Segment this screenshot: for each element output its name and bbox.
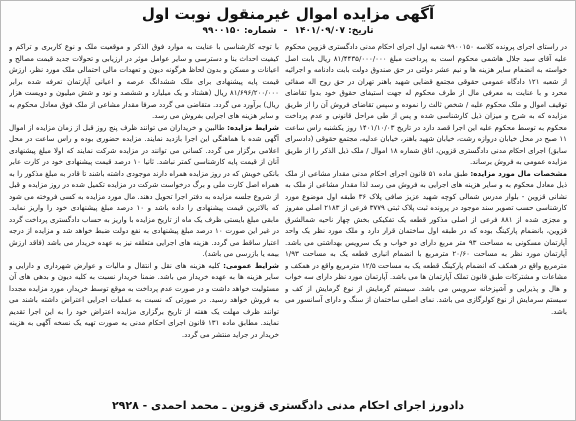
- auction-terms-heading: شرایط مزایده:: [227, 122, 279, 132]
- date-number-line: [1, 26, 575, 36]
- left-column: [9, 41, 279, 389]
- property-specs-paragraph: [285, 168, 567, 318]
- general-terms-paragraph: [9, 260, 279, 341]
- property-specs-text: طبق ماده ۵۱ قانون اجرای احکام مدنی مقدار مشاعی از ملک ذیل معادل محکوم به و سایر هزینه های اجرایی به فروش می رسد لذا مقدار مشاعی از ملک به نشانی قزوین - بلوار مدرس شمالی کوچه شهید عزیز صافی پلاک ۳۶ طبقه اول موضوع مورد کارشناسی حسب تصویر سند موجود در پرونده ثبت پلاک ثبتی ۳۷۷۹ فرعی از ۲۱۸۳ اصلی مفروز و مجزی شده از ۸۸۱ فرعی از اصلی مذکور قطعه یک تفکیکی بخش چهار ناحیه شمالشرق قزوین، بانضمام پارکینگ بوده که در طبقه اول ساختمان قرار دارد و ملک مورد نظر یک واحد آپارتمان مسکونی به مساحت ۹۳ متر مربع دارای دو خواب و یک سرویس بهداشتی می باشد. آپارتمان مورد نظر به مساحت ۲۰/۶۰ مترمربع با انضمام انباری قطعه یک به مساحت ۱/۹۳ مترمربع واقع در همکف که انضمام پارکینگ قطعه یک به مساحت ۱۲/۵ مترمربع واقع در همکف و مشاعات و مشترکات طبق قانون تملک آپارتمان ها می باشد. آپارتمان مورد نظر دارای سه خواب و هال و پذیرایی و آشپزخانه سرویس می باشد. سیستم گرمایش از نوع گرمایش از کف و سیستم سرمایش از نوع کولرگازی می باشد. نمای اصلی ساختمان از سنگ و دارای آسانسور می باشد.: [285, 168, 567, 316]
- right-column: [285, 41, 567, 389]
- general-terms-heading: شرایط عمومی:: [223, 260, 279, 270]
- separator: -: [283, 26, 288, 36]
- signature-footer: دادورز اجرای احکام مدنی دادگستری قزوین ـ محمد احمدی - ۲۹۲۸: [111, 399, 465, 412]
- property-specs-heading: مشخصات مال مورد مزایده:: [470, 168, 567, 178]
- general-terms-text: کلیه هزینه های نقل و انتقال و مالیات و عوارض شهرداری و دارایی و سایر هزینه ها به عهده خریدار می باشد. ضمنا خریدار نسبت به کلیه دیون و بدهی های آن مسئولیت خواهد داشت و در صورت عدم پرداخت به موقع توسط خریدار، مورد مزایده مجددا به فروش خواهد رسید. در صورتی که نسبت به عملیات اجرایی اعتراض داشته باشند می توانند ظرف مهلت یک هفته از تاریخ برگزاری مزایده اعتراض خود را به این اجرا تقدیم نمایند. مطابق ماده ۱۳۱ قانون اجرای احکام مدنی به صورت تهیه یک نسخه آگهی به هزینه خریدار در جراید منتشر می گردد.: [9, 260, 279, 339]
- intro-paragraph: در راستای اجرای پرونده کلاسه ۹۹۰۰۱۵۰ شعبه اول اجرای احکام مدنی دادگستری قزوین محکوم علیه آقای سید جلال هاشمی محکوم است به پرداخت مبلغ ۸۱/۴۴۳۵/۰۰۰/۰۰۰ ریال بابت اصل خواسته به انضمام سایر هزینه ها و نیم عشر دولتی در حق صندوق دولت بابت دادنامه و اجرائیه از شعبه ۱۲۱ دادگاه عمومی حقوقی مجتمع قضایی شهید باهنر تهران در حق روح اله صفائی محرد و با عنایت به معرفی مال از طرف محکوم له جهت استیفای حقوق خود بدوا تقاضای توقیف اموال و ملک محکوم علیه / شخص ثالث را نموده و سپس تقاضای فروش آن را از طریق مزایده که به شرح و میزان ذیل کارشناسی شده و پس از طی مراحل قانونی و عدم پرداخت محکوم به توسط محکوم علیه این اجرا قصد دارد در تاریخ ۱۴۰۱/۱۰/۰۳ روز یکشنبه راس ساعت ۱۱ صبح در محل خیابان دروازه رشت، خیابان شهید باهنر، خیابان عدلیه، مجتمع حقوقی (دادسرای سابق) اجرای احکام مدنی دادگستری قزوین، اتاق شماره ۱۸ اموال / ملک ذیل الذکر را از طریق مزایده عمومی به فروش برساند.: [285, 42, 567, 166]
- auction-terms-paragraph: [9, 122, 279, 260]
- notice-date: تاریخ: ۱۴۰۱/۰۹/۰۷: [294, 26, 374, 36]
- notice-title: آگهی مزایده اموال غیرمنقول نوبت اول: [141, 5, 435, 23]
- notice-number: شماره: ۹۹۰۰۱۵۰: [202, 26, 277, 36]
- valuation-paragraph: با توجه کارشناسی با عنایت به موارد فوق الذکر و موقعیت ملک و نوع کاربری و تراکم و کیفیت احداث بنا و دسترسی و سایر عوامل موثر در ارزیابی و تحولات جدید قیمت مصالح و اعیانات و مسکن و بدون لحاظ هرگونه دیون و تعهدات مالی احتمالی ملک مورد نظر، ارزش قیمت پایه پیشنهادی برای ملک ششدانگ عرصه و اعیانی آپارتمان تعرفه شده برابر ۸۱/۶۹۶/۲۰۰/۰۰۰ ریال (هشتاد و یک میلیارد و ششصد و نود و شش میلیون و دویست هزار ریال) برآورد می گردد. متقاضی می گردد صرفا مقدار مشاعی از ملک فوق معادل محکوم به و سایر هزینه های اجرایی بفروش می رسد.: [9, 42, 279, 120]
- auction-terms-text: طالبین و خریداران می توانند ظرف پنج روز قبل از زمان مزایده از اموال آگهی شده با هماهنگی این اجرا بازدید نمایند. مزایده حضوری بوده و راس ساعت در محل اعلامی برگزار می گردد. کسانی می توانند در مزایده شرکت نمایند که اولا مبلغ پیشنهادی آنان از قیمت پایه کارشناسی کمتر نباشد. ثانیا ۱۰ درصد قیمت پیشنهادی خود در کارت عابر بانکی خویش که در روز مزایده همراه دارند موجودی داشته باشند تا قادر به مبلغ مذکور را به همراه اصل کارت ملی و برگ درخواست شرکت در مزایده تکمیل شده در روز مزایده و قبل از شروع جلسه مزایده به دفتر اجرا تحویل دهند. مال مورد مزایده به کسی فروخته می شود که بالاترین قیمت پیشنهادی را داده باشد و ۱۰ درصد مبلغ پیشنهادی خود را واریز نماید. مابقی مبلغ بایستی ظرف یک ماه از تاریخ مزایده با واریز به حساب دادگستری پرداخت گردد در غیر این صورت ۱۰ درصد مبلغ پیشنهادی به نفع دولت ضبط خواهد شد و مزایده از درجه اعتبار ساقط می گردد. هزینه های اجرایی متعلقه نیز به عهده خریدار می باشد (فاقد ارزش بیمه یا بازرسی می باشد).: [9, 122, 279, 258]
